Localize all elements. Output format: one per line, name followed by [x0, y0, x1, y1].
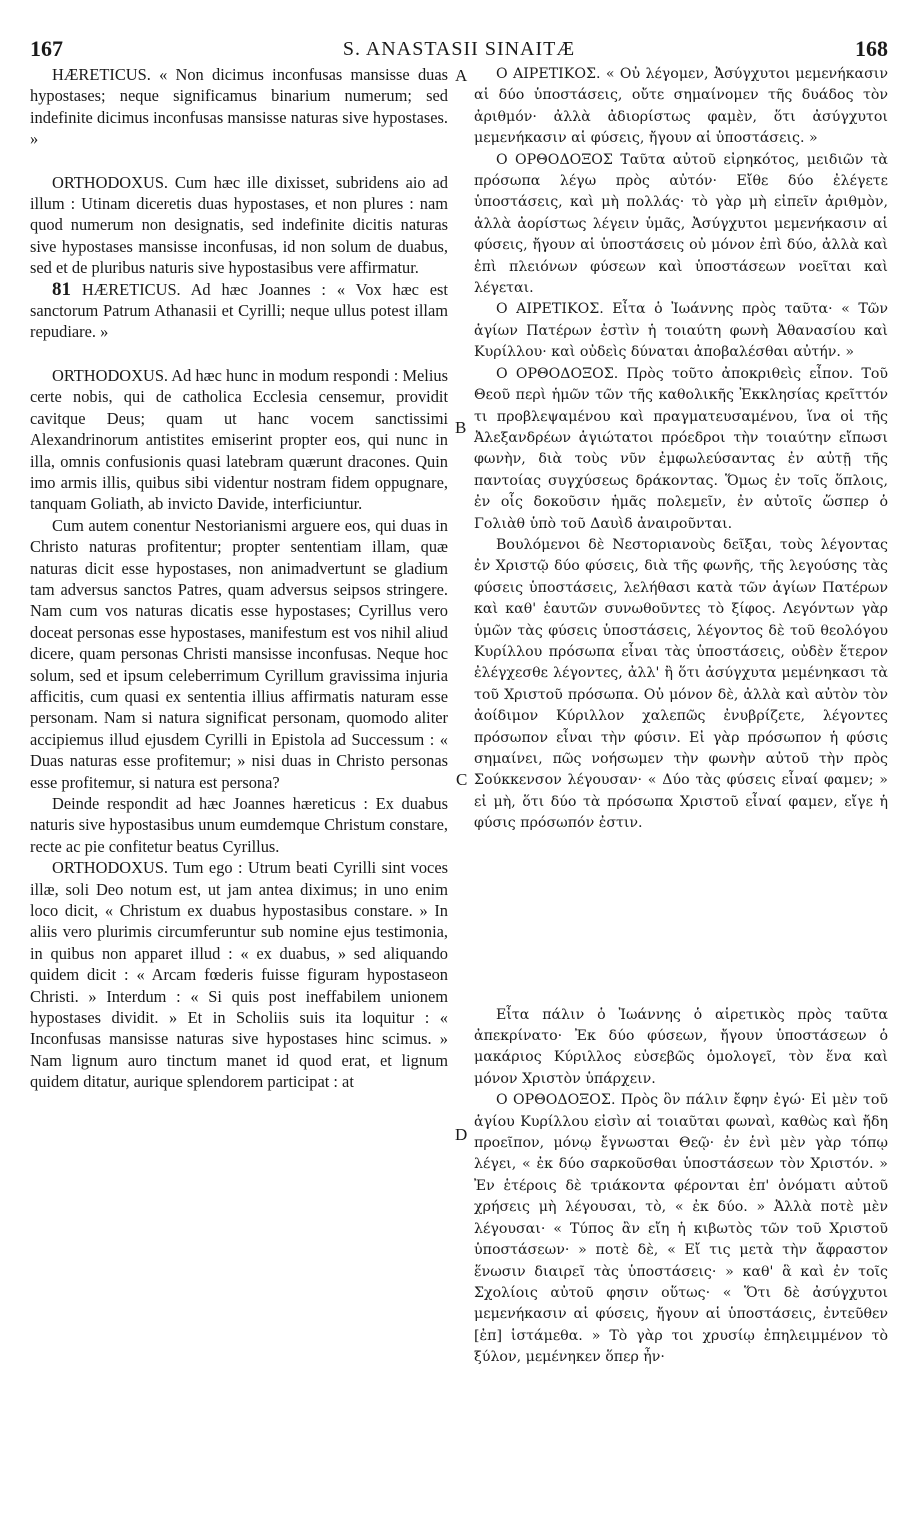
latin-paragraph: HÆRETICUS. « Non dicimus inconfusas mansisse duas hypostases; neque significamus binarium numerum; sed indefinite dicimus inconfusas mansisse naturas sive hypostases. » [30, 65, 448, 149]
page-header [30, 36, 888, 64]
greek-paragraph: Εἶτα πάλιν ὁ Ἰωάννης ὁ αἱρετικὸς πρὸς ταῦτα ἀπεκρίνατο· Ἐκ δύο φύσεων, ἤγουν ὑποστάσεων ὁ μακάριος Κύριλλος εὐσεβῶς ὁμολογεῖ, τὸν ἕνα καὶ μόνον Χριστὸν ὑπάρχειν. [474, 1006, 888, 1087]
margin-marker-d: D [455, 1125, 468, 1144]
section-number: 81 [52, 278, 71, 300]
margin-marker-c: C [456, 770, 468, 789]
greek-paragraph: Ο ΟΡΘΟΔΟΞΟΣ. Πρὸς τοῦτο ἀποκριθεὶς εἶπον. Τοῦ Θεοῦ περὶ ἡμῶν τῶν τῆς καθολικῆς Ἐκκλησίας κρεῖττόν τι προβλεψαμένου καὶ πραγματευσαμένου, ἵνα οἱ τῆς Ἀλεξανδρέων ἁγιώτατοι πρόεδροι τὴν τοιαύτην εἴπωσι φωνὴν, διὰ τοὺς νῦν ἐμφωλεύσαντας ἐν αὐτῇ τῆς παντοίας συγχύσεως δράκοντας. Ὅμως ἐν τοῖς ὅπλοις, ἐν οἷς δοκοῦσιν ἡμᾶς πολεμεῖν, ἐν αὐτοῖς ὥσπερ ὁ Γολιὰθ ὑπὸ τοῦ Δαυὶδ ἀναιροῦνται. [474, 365, 888, 532]
latin-paragraph: ORTHODOXUS. Cum hæc ille dixisset, subridens aio ad illum : Utinam diceretis duas hypostases, et non plures : nam quod numerum non designatis, sed indefinite dicitis naturas sive hypostases mansisse inconfusas, id non solum de duabus, sed et de pluribus naturis sive hypostasibus vere affirmatur. [30, 172, 448, 278]
running-title: S. ANASTASII SINAITÆ [342, 38, 576, 60]
greek-paragraph: Βουλόμενοι δὲ Νεστοριανοὺς δεῖξαι, τοὺς λέγοντας ἐν Χριστῷ δύο φύσεις, διὰ τῆς φωνῆς, τῆς λεγούσης τὰς φύσεις ὑποστάσεις, λελήθασι κατὰ τῶν ἁγίων Πατέρων καὶ καθ' ἑαυτῶν συνωθοῦντες τὸ ξίφος. Λεγόντων γὰρ ὑμῶν τὰς φύσεις ὑποστάσεις, λέγοντος δὲ τοῦ θεολόγου Κυρίλλου πρόσωπα εἶναι τὰς ὑποστάσεις, οὐδὲν ἕτερον ἐλέγχεσθε λέγοντες, ἀλλ' ἢ ὅτι ἀσύγχυτα μεμένηκασι τὰ τοῦ Χριστοῦ πρόσωπα. Οὐ μόνον δὲ, ἀλλὰ καὶ αὐτὸν τὸν ἀοίδιμον Κύριλλον χαλεπῶς ἐνυβρίζετε, λέγοντες πρόσωπον εἶναι τὴν φύσιν. Εἰ γὰρ πρόσωπον ἡ φύσις σημαίνει, πῶς νοήσωμεν τὴν φωνὴν αὐτοῦ τὴν πρὸς Σούκκενσον λέγουσαν· « Δύο τὰς φύσεις εἶναί φαμεν; » εἰ μὴ, ὅτι δύο τὰ πρόσωπα Χριστοῦ εἶναί φαμεν, εἴγε ἡ φύσις πρόσωπόν ἐστιν. [474, 536, 888, 832]
latin-paragraph: ORTHODOXUS. Ad hæc hunc in modum respondi : Melius certe nobis, qui de catholica Ecclesia censemur, providit cavitque Deus; quam ut hanc vocem sanctissimi Alexandrinorum antistites emiserint propter eos, qui nunc in illa, omnis confusionis quasi latebram quærunt dracones. Quin imo armis illis, quibus sibi videntur nostram fidem oppugnare, tanquam Goliath, ab invicto Davide, interficiuntur. [30, 365, 448, 514]
latin-paragraph-text: HÆRETICUS. Ad hæc Joannes : « Vox hæc est sanctorum Patrum Athanasii et Cyrilli; neque ullus potest illam repudiare. » [30, 279, 448, 342]
greek-paragraph: Ο ΑΙΡΕΤΙΚΟΣ. Εἶτα ὁ Ἰωάννης πρὸς ταῦτα· « Τῶν ἁγίων Πατέρων ἐστὶν ἡ τοιαύτη φωνὴ Ἀθανασίου καὶ Κυρίλλου· καὶ οὐδεὶς δύναται ἀποβαλέσθαι αὐτήν. » [474, 301, 888, 361]
left-page-number: 167 [30, 36, 63, 61]
margin-marker-b: B [455, 418, 467, 437]
latin-paragraph: Deinde respondit ad hæc Joannes hæreticus : Ex duabus naturis sive hypostasibus unum eumdemque Christum constare, recte ac pie confitetur beatus Cyrillus. [30, 794, 448, 856]
latin-paragraph: Cum autem conentur Nestorianismi arguere eos, qui duas in Christo naturas profitentur; propter sententiam illam, quæ naturas dicit esse hypostases, non animadvertunt se gladium tam adversus sanctos Patres, quam adversus seipsos stringere. Nam cum vos naturas dicatis esse hypostases; Cyrillus vero doceat personas esse hypostases, manifestum est vos nihil aliud dicere, quam personas Christi mansisse inconfusas. Neque hoc solum, sed et ipsum celeberrimum Cyrillum gravissima injuria afficitis, cum quasi ex sententia illius affirmatis naturam esse personam. Nam si natura significat personam, quomodo aliter accipiemus illud ejusdem Cyrilli in Epistola ad Successum : « Duas naturas esse profitemur; » nisi duas in Christo personas esse profitemur, si natura est persona? [30, 515, 448, 792]
right-page-number: 168 [855, 36, 888, 61]
greek-column [474, 64, 888, 1369]
margin-marker-a: A [455, 66, 468, 85]
latin-paragraph: ORTHODOXUS. Tum ego : Utrum beati Cyrilli sint voces illæ, soli Deo notum est, ut jam antea diximus; in uno enim loco dicit, « Christum ex duabus hypostasibus constare. » In aliis vero plurimis circumferuntur sub nomine ejus testimonia, in quibus non apparet illud : « ex duabus, » sed aliquando quidem dicit : « Arcam fœderis fuisse figuram hypostaseon Christi. » Interdum : « Si quis post ineffabilem unionem hypostases dividit. » Et in Scholiis suis ita loquitur : « Inconfusas mansisse naturas sive hypostases hinc scimus. » Nam lignum auro tinctum manet id quod erat, et lignum quidem ditatur, aurique splendorem participat : at [30, 858, 448, 1092]
latin-column [30, 64, 448, 1093]
greek-paragraph: Ο ΑΙΡΕΤΙΚΟΣ. « Οὐ λέγομεν, Ἀσύγχυτοι μεμενήκασιν αἱ δύο ὑποστάσεις, οὔτε σημαίνομεν τῆς δυάδος τὸν ἀριθμόν· ἀλλὰ ἀδιορίστως φαμὲν, ὅτι ἀσύγχυτοι μεμενήκασιν αἱ φύσεις, ἤγουν αἱ ὑποστάσεις. » [474, 66, 888, 147]
greek-paragraph: Ο ΟΡΘΟΔΟΞΟΣ Ταῦτα αὐτοῦ εἰρηκότος, μειδιῶν τὰ πρόσωπα λέγω πρὸς αὐτόν· Εἴθε δύο ἐλέγετε ὑποστάσεις, καὶ μὴ πολλάς· τὸ γὰρ μὴ εἰπεῖν ἀριθμὸν, ἀλλὰ ἀορίστως λέγειν ὑμᾶς, Ἀσύγχυτοι μεμενήκασιν αἱ φύσεις, ἤγουν αἱ ὑποστάσεις οὐ μόνον ἐπὶ δύο, ἀλλὰ καὶ ἐπὶ πλειόνων φύσεων καὶ ὑποστάσεων νοεῖται καὶ λέγεται. [474, 151, 888, 297]
latin-paragraph [30, 279, 448, 343]
greek-paragraph: Ο ΟΡΘΟΔΟΞΟΣ. Πρὸς ὃν πάλιν ἔφην ἐγώ· Εἰ μὲν τοῦ ἁγίου Κυρίλλου εἰσὶν αἱ τοιαῦται φωναὶ, καθὼς καὶ ἤδη προεῖπον, μόνῳ ἔγνωσται Θεῷ· ἐν ἑνὶ μὲν γὰρ τόπῳ λέγει, « ἐκ δύο σαρκοῦσθαι ὑποστάσεων τὸν Χριστόν. » Ἐν ἑτέροις δὲ τριάκοντα φέρονται ἐπ' ὀνόματι αὐτοῦ χρήσεις μὴ λέγουσαι, τὸ, « ἐκ δύο. » Ἀλλὰ ποτὲ μὲν λέγουσαι· « Τύπος ἂν εἴη ἡ κιβωτὸς τῶν τοῦ Χριστοῦ ὑποστάσεων· » ποτὲ δὲ, « Εἴ τις μετὰ τὴν ἄφραστον ἕνωσιν διαιρεῖ τὰς ὑποστάσεις· » καθ' ἃ καὶ ἐν τοῖς Σχολίοις αὐτοῦ φησιν οὕτως· « Ὅτι δὲ ἀσύγχυτοι μεμενήκασιν αἱ φύσεις, ἤγουν αἱ ὑποστάσεις, ἐντεῦθεν [ἐπ] ἱστάμεθα. » Τὸ γὰρ τοι χρυσίῳ ἐπηλειμμένον τὸ ξύλον, μεμένηκεν ὅπερ ἦν· [474, 1092, 888, 1366]
